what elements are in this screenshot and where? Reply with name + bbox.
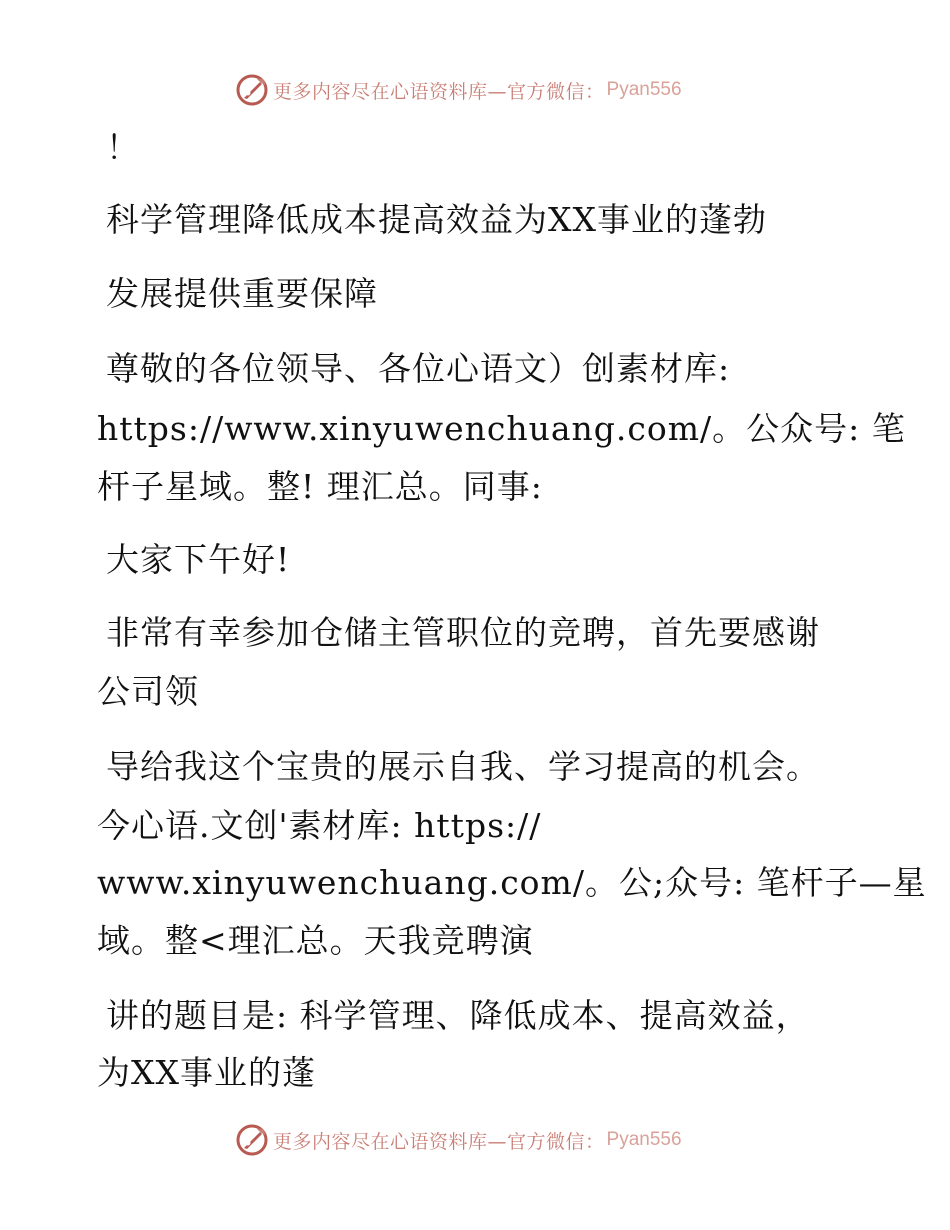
body-line: 科学管理降低成本提高效益为XX事业的蓬勃 (106, 200, 767, 239)
header-banner-text: 更多内容尽在心语资料库—官方微信： (273, 80, 605, 103)
body-line: www.xinyuwenchuang.com/。公;众号: 笔杆子—星 (97, 863, 927, 902)
footer-banner (235, 1122, 735, 1158)
body-line: 公司领 (97, 672, 199, 711)
quill-logo-icon (235, 1123, 269, 1157)
quill-logo-icon (235, 73, 269, 107)
body-line: 尊敬的各位领导、各位心语文）创素材库: (106, 349, 731, 388)
body-line: 今心语.文创'素材库: https:// (97, 806, 542, 845)
body-line: 导给我这个宝贵的展示自我、学习提高的机会。 (106, 747, 820, 786)
body-line: 发展提供重要保障 (106, 274, 378, 313)
body-line: 为XX事业的蓬 (97, 1053, 316, 1092)
header-wechat-id: Pyan556 (606, 79, 682, 100)
body-line: ！ (106, 128, 140, 167)
body-line: 域。整<理汇总。天我竞聘演 (97, 921, 534, 960)
body-line: 杆子星域。整! 理汇总。同事: (97, 467, 543, 506)
body-line: 讲的题目是: 科学管理、降低成本、提高效益， (106, 996, 810, 1035)
header-banner (235, 72, 735, 108)
footer-banner-text: 更多内容尽在心语资料库—官方微信： (273, 1130, 605, 1153)
body-line: https://www.xinyuwenchuang.com/。公众号: 笔 (97, 409, 906, 448)
body-line: 非常有幸参加仓储主管职位的竞聘，首先要感谢 (106, 613, 820, 652)
footer-wechat-id: Pyan556 (606, 1129, 682, 1150)
body-line: 大家下午好! (106, 540, 291, 579)
